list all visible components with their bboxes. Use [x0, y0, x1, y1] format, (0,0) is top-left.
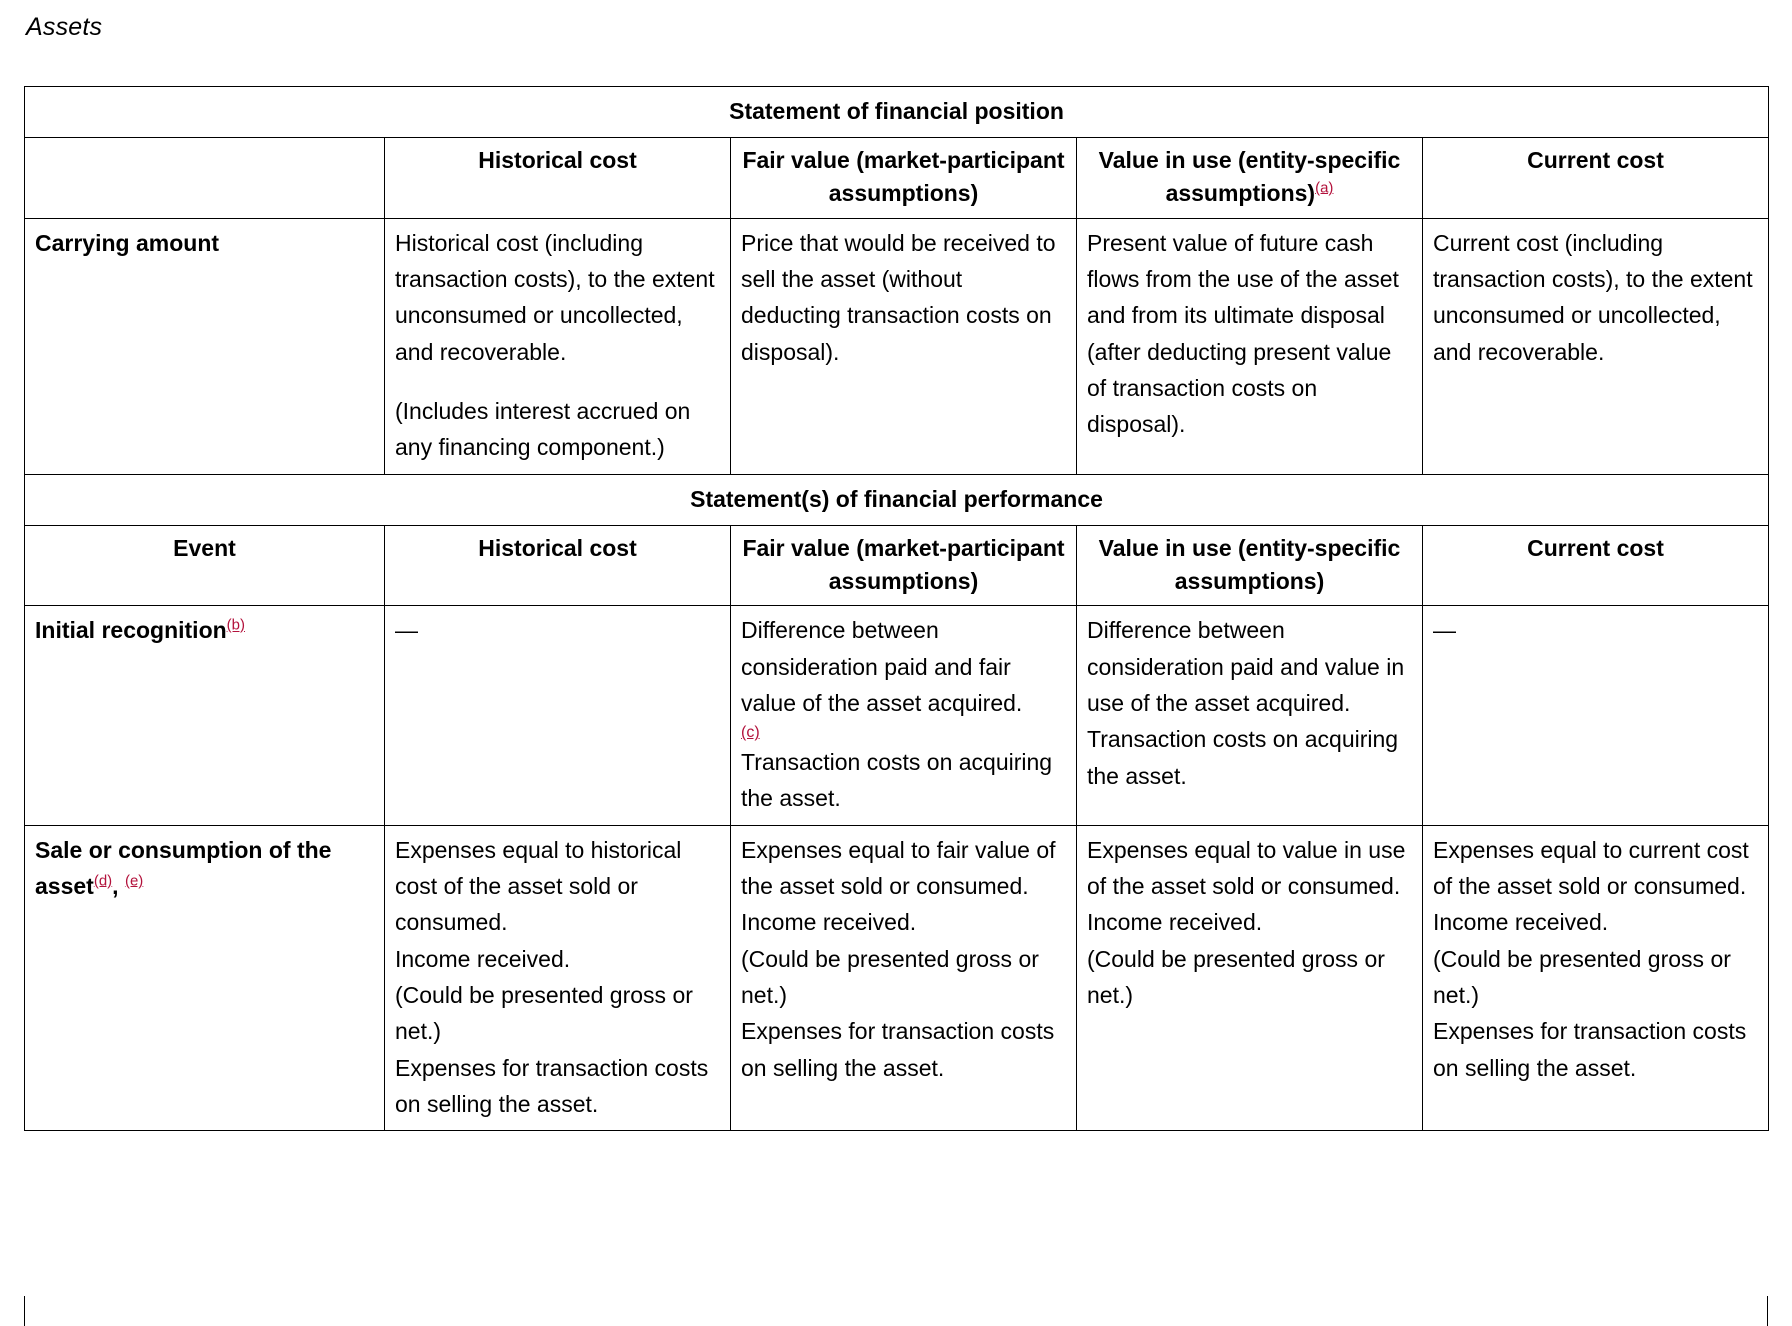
- table-band-row: [25, 474, 1769, 525]
- cell-text: Price that would be received to sell the asset (without deducting transaction costs on disposal).: [741, 229, 1056, 365]
- cell-carrying-historical: [385, 218, 731, 474]
- footnote-marker-a: (a): [1315, 179, 1334, 197]
- cell-initial-currentcost: [1423, 606, 1769, 825]
- cell-initial-fairvalue: [731, 606, 1077, 825]
- cell-sale-currentcost: [1423, 825, 1769, 1131]
- row-label-initial-recognition: [25, 606, 385, 825]
- header-value-in-use-label: Value in use (entity-specific assumptions): [1098, 147, 1401, 206]
- cell-text: (Could be presented gross or net.): [1087, 945, 1385, 1008]
- cell-text: Difference between consideration paid and fair value of the asset acquired.: [741, 617, 1023, 716]
- cell-text: Difference between consideration paid and value in use of the asset acquired.: [1087, 617, 1405, 716]
- header-historical-cost: Historical cost: [385, 138, 731, 218]
- cell-carrying-currentcost: [1423, 218, 1769, 474]
- table-row: [25, 218, 1769, 474]
- cell-sale-fairvalue: [731, 825, 1077, 1131]
- header-historical-cost-2: Historical cost: [385, 525, 731, 605]
- table-header-row-position: [25, 138, 1769, 218]
- cell-text: —: [395, 617, 418, 644]
- header-current-cost-2: Current cost: [1423, 525, 1769, 605]
- cell-text: Income received.: [741, 909, 917, 936]
- cell-text: Expenses for transaction costs on selling the asset.: [741, 1018, 1055, 1081]
- cell-sale-valueinuse: [1077, 825, 1423, 1131]
- footnote-marker-c: (c): [741, 724, 760, 742]
- cell-text: Income received.: [395, 945, 571, 972]
- cell-carrying-fairvalue: [731, 218, 1077, 474]
- cell-text: Current cost (including transaction costs), to the extent unconsumed or uncollected, and recoverable.: [1433, 229, 1753, 365]
- footnote-marker-b: (b): [226, 616, 246, 634]
- cell-text: (Could be presented gross or net.): [1433, 945, 1731, 1008]
- cell-initial-valueinuse: [1077, 606, 1423, 825]
- cell-text: —: [1433, 617, 1456, 644]
- cell-initial-historical: [385, 606, 731, 825]
- cell-carrying-valueinuse: [1077, 218, 1423, 474]
- table-header-row-performance: [25, 525, 1769, 605]
- row-label-carrying-amount: Carrying amount: [25, 218, 385, 474]
- cell-text: Income received.: [1433, 909, 1609, 936]
- cell-text: (Includes interest accrued on any financing component.): [395, 397, 691, 461]
- cell-text: Expenses equal to fair value of the asset sold or consumed.: [741, 836, 1056, 900]
- cell-text: Expenses for transaction costs on selling the asset.: [1433, 1018, 1747, 1081]
- cell-text: Expenses equal to historical cost of the asset sold or consumed.: [395, 836, 682, 936]
- cell-text: Historical cost (including transaction costs), to the extent unconsumed or uncollected, and recoverable.: [395, 229, 715, 365]
- cell-gap: [395, 370, 720, 393]
- cell-text: Present value of future cash flows from the use of the asset and from its ultimate disposal (after deducting present value of transaction costs on disposal).: [1087, 229, 1399, 438]
- header-fair-value-2: Fair value (market-participant assumptions): [731, 525, 1077, 605]
- cell-text: (Could be presented gross or net.): [741, 945, 1039, 1008]
- cell-text: Transaction costs on acquiring the asset.: [741, 749, 1053, 812]
- row-label-text: Initial recognition: [35, 617, 227, 644]
- cell-text: (Could be presented gross or net.): [395, 982, 693, 1045]
- band-financial-position: Statement of financial position: [25, 87, 1769, 138]
- page-title: Assets: [26, 13, 103, 41]
- cell-text: Expenses equal to current cost of the asset sold or consumed.: [1433, 836, 1749, 900]
- cell-text: Expenses for transaction costs on selling the asset.: [395, 1054, 709, 1117]
- cell-sale-historical: [385, 825, 731, 1131]
- footnote-marker-e: (e): [124, 872, 144, 890]
- footnote-marker-d: (d): [93, 872, 113, 890]
- cell-text: Transaction costs on acquiring the asset.: [1087, 726, 1399, 789]
- row-label-sale-or-consumption: [25, 825, 385, 1131]
- header-value-in-use-2: Value in use (entity-specific assumptions): [1077, 525, 1423, 605]
- header-value-in-use: [1077, 138, 1423, 218]
- header-blank: [25, 138, 385, 218]
- table-row: [25, 606, 1769, 825]
- cell-text: Expenses equal to value in use of the asset sold or consumed.: [1087, 836, 1406, 900]
- row-label-text: Sale or consumption of the asset: [35, 836, 332, 900]
- band-financial-performance: Statement(s) of financial performance: [25, 474, 1769, 525]
- header-fair-value: Fair value (market-participant assumptions): [731, 138, 1077, 218]
- table-band-row: [25, 87, 1769, 138]
- footnote-separator: ,: [112, 873, 125, 900]
- table-row: [25, 825, 1769, 1131]
- header-event: Event: [25, 525, 385, 605]
- cell-text: Income received.: [1087, 909, 1263, 936]
- header-current-cost: Current cost: [1423, 138, 1769, 218]
- table-continuation-edge: [24, 1296, 1768, 1326]
- assets-measurement-table: [24, 86, 1769, 1131]
